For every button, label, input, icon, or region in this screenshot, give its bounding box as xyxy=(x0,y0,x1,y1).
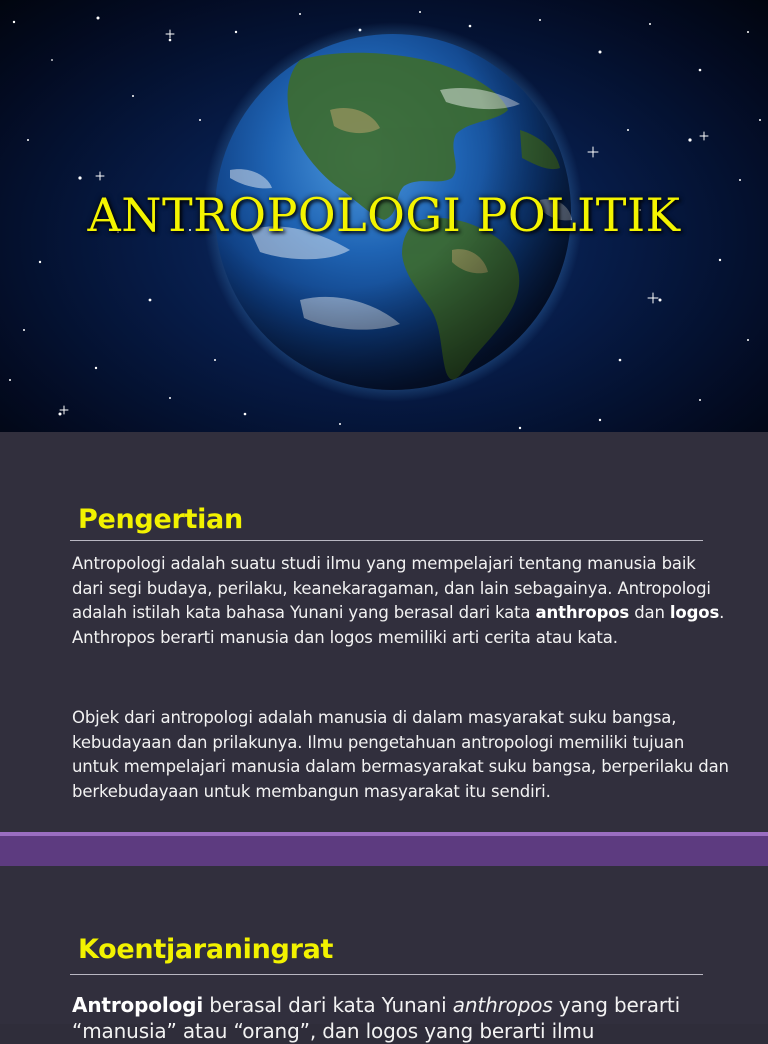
paragraph-text: dan xyxy=(629,603,670,623)
koentjaraningrat-slide xyxy=(0,866,768,1043)
definition-paragraph xyxy=(72,552,732,650)
term-anthropos: anthropos xyxy=(535,603,630,623)
paragraph-text: berasal dari kata Yunani xyxy=(203,993,453,1017)
paragraph-text: . Anthropos berarti manusia dan logos memiliki arti cerita atau kata. xyxy=(72,603,725,647)
heading-underline xyxy=(70,974,703,975)
term-logos: logos xyxy=(669,603,720,623)
paragraph-text-line2: “manusia” atau “orang”, dan logos yang berarti ilmu xyxy=(72,1019,595,1043)
section-heading-koentjaraningrat: Koentjaraningrat xyxy=(78,934,334,965)
section-heading-pengertian: Pengertian xyxy=(78,504,243,535)
slide-divider-band xyxy=(0,836,768,866)
title-slide xyxy=(0,0,768,432)
heading-underline xyxy=(70,540,703,541)
term-antropologi: Antropologi xyxy=(72,993,204,1017)
presentation-title: ANTROPOLOGI POLITIK xyxy=(87,188,681,242)
koentjaraningrat-paragraph xyxy=(72,992,732,1044)
paragraph-text: yang berarti xyxy=(552,993,680,1017)
definition-slide xyxy=(0,432,768,832)
object-paragraph: Objek dari antropologi adalah manusia di dalam masyarakat suku bangsa, kebudayaan dan prilakunya. Ilmu pengetahuan antropologi memiliki tujuan untuk mempelajari manusia dalam bermasyarakat suku bangsa, berperilaku dan berkebudayaan untuk membangun masyarakat itu sendiri. xyxy=(72,708,729,801)
paragraph-text: Antropologi adalah suatu studi ilmu yang mempelajari tentang manusia baik dari segi budaya, perilaku, keanekaragaman, dan lain sebagainya. Antropologi adalah istilah kata bahasa Yunani yang berasal dari kata xyxy=(72,554,711,623)
term-anthropos-italic: anthropos xyxy=(452,993,553,1017)
